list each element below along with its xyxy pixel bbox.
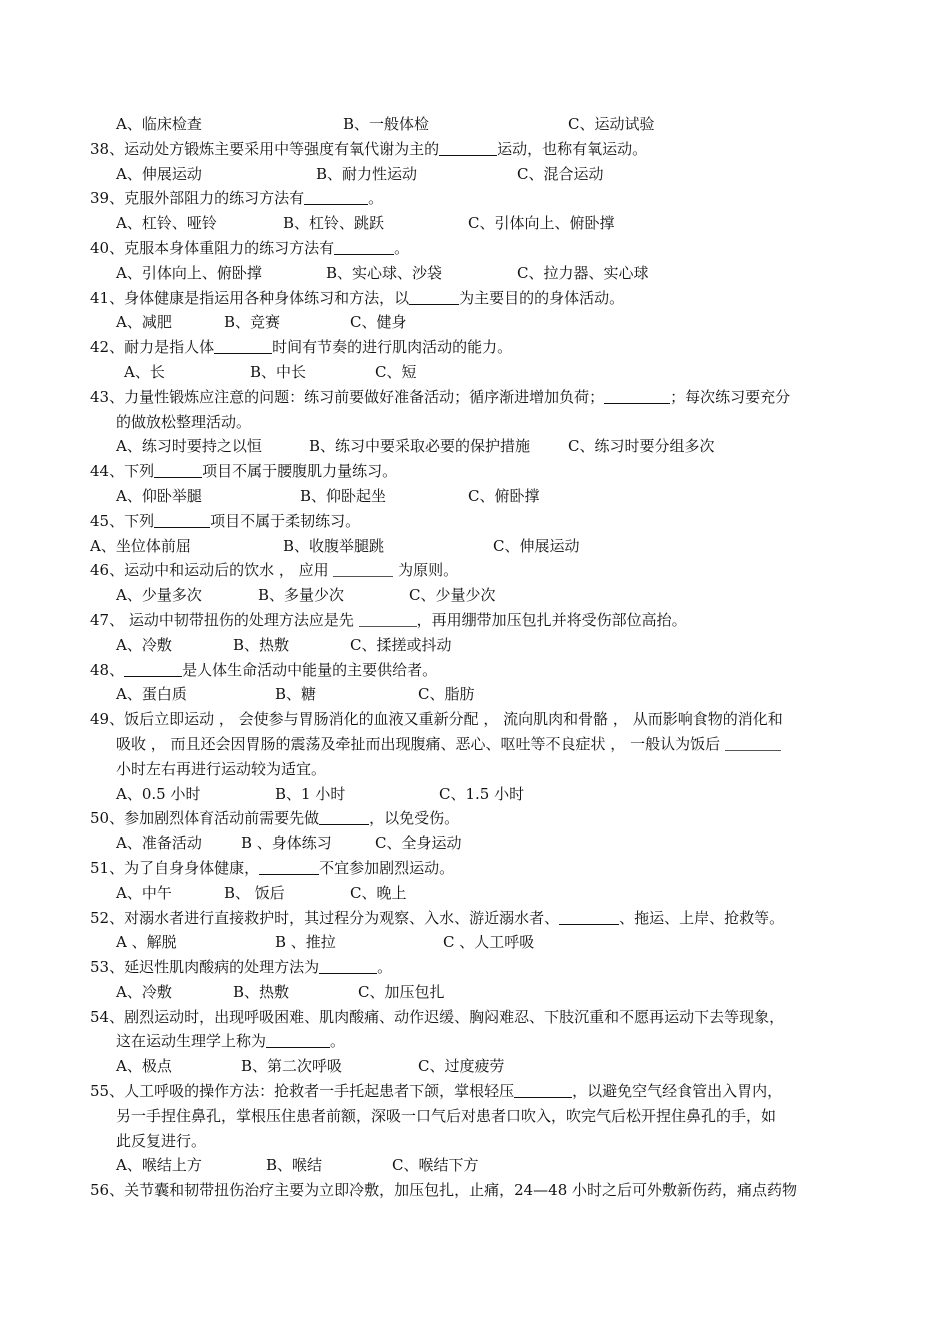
q51-option-c: C、晚上 <box>350 883 407 902</box>
q49-stem-line3: 小时左右再进行运动较为适宜。 <box>116 759 327 778</box>
q46-option-c: C、少量少次 <box>409 586 496 605</box>
q54-stem: 54、剧烈运动时，出现呼吸困难、肌肉酸痛、动作迟缓、胸闷难忍、下肢沉重和不愿再运动下去等现象， <box>90 1007 785 1026</box>
q49-options <box>0 782 950 807</box>
q50-option-a: A、准备活动 <box>116 834 202 853</box>
q44-option-b: B、仰卧起坐 <box>300 486 387 505</box>
q45-options <box>0 534 950 559</box>
q42-option-b: B、中长 <box>250 362 307 381</box>
q49-stem-line2: 吸收 ， 而且还会因胃肠的震荡及牵扯而出现腹痛、恶心、呕吐等不良症状 ， 一般认为饭后 <box>0 732 950 757</box>
q52-option-c: C 、人工呼吸 <box>443 933 535 952</box>
q39-option-a: A、杠铃、哑铃 <box>116 214 217 233</box>
q55-stem-line2: 另一手捏住鼻孔，掌根压住患者前额，深吸一口气后对患者口吹入，吹完气后松开捏住鼻孔的手，如 <box>116 1106 777 1125</box>
q48-stem: 48、 是人体生命活动中能量的主要供给者。 <box>90 660 438 679</box>
q52-blank <box>559 909 619 925</box>
q46-options <box>0 583 950 608</box>
q40-option-b: B、实心球、沙袋 <box>326 263 443 282</box>
q55-stem: 55、人工呼吸的操作方法：抢救者一手托起患者下颌，掌根轻压 ，以避免空气经食管出入胃内， <box>90 1082 783 1101</box>
q41-option-c: C、健身 <box>350 313 407 332</box>
q53-blank <box>319 958 377 974</box>
q38-option-b: B、耐力性运动 <box>316 164 418 183</box>
q55-option-a: A、喉结上方 <box>116 1156 202 1175</box>
q48-option-a: A、蛋白质 <box>116 685 187 704</box>
q49-option-b: B、1 小时 <box>275 784 346 803</box>
q53-options <box>0 980 950 1005</box>
q40-option-a: A、引体向上、俯卧撑 <box>116 263 262 282</box>
q41-option-b: B、竞赛 <box>224 313 281 332</box>
q52-option-b: B 、推拉 <box>275 933 336 952</box>
q55-blank <box>514 1082 572 1098</box>
q50-option-c: C、全身运动 <box>375 834 462 853</box>
q53-stem: 53、延迟性肌肉酸病的处理方法为 。 <box>90 958 393 977</box>
q49-option-a: A、0.5 小时 <box>116 784 201 803</box>
q39-blank <box>304 189 368 205</box>
q41-stem: 41、身体健康是指运用各种身体练习和方法，以 为主要目的的身体活动。 <box>90 288 625 307</box>
q39-stem: 39、克服外部阻力的练习方法有 。 <box>90 189 384 208</box>
q51-blank <box>259 859 319 875</box>
q51-options <box>0 881 950 906</box>
q43-option-a: A、练习时要持之以恒 <box>116 437 262 456</box>
q51-stem: 51、为了自身身体健康， 不宜参加剧烈运动。 <box>90 858 455 877</box>
q41-blank <box>409 289 459 305</box>
q51-option-a: A、中午 <box>116 883 172 902</box>
exam-page <box>0 112 950 1203</box>
q45-blank <box>154 512 210 528</box>
q47-options <box>0 633 950 658</box>
q49-stem: 49、饭后立即运动 ， 会使参与胃肠消化的血液又重新分配 ， 流向肌肉和骨骼 ， 从而影响食物的消化和 <box>90 710 783 729</box>
q54-blank <box>266 1032 330 1048</box>
q50-stem: 50、参加剧烈体育活动前需要先做 ，以免受伤。 <box>90 809 460 828</box>
q45-option-a: A、坐位体前屈 <box>90 536 191 555</box>
q45-stem: 45、下列 项目不属于柔韧练习。 <box>90 511 361 530</box>
q48-option-c: C、脂肪 <box>418 685 475 704</box>
q44-blank <box>154 462 202 478</box>
q47-blank <box>359 611 417 627</box>
q38-blank <box>439 140 497 156</box>
q48-options <box>0 682 950 707</box>
q44-options <box>0 484 950 509</box>
q37-option-c: C、运动试验 <box>568 115 655 133</box>
q48-option-b: B、糖 <box>275 685 317 704</box>
q50-options <box>0 831 950 856</box>
q40-stem: 40、克服本身体重阻力的练习方法有 。 <box>90 238 410 257</box>
q53-option-c: C、加压包扎 <box>358 982 445 1001</box>
q42-blank <box>214 338 272 354</box>
q45-option-b: B、收腹举腿跳 <box>283 536 385 555</box>
q44-stem: 44、下列 项目不属于腰腹肌力量练习。 <box>90 462 398 481</box>
q54-options <box>0 1054 950 1079</box>
q46-stem: 46、运动中和运动后的饮水 ， 应用 为原则。 <box>90 561 459 580</box>
q55-option-c: C、喉结下方 <box>392 1156 479 1175</box>
q52-options <box>0 930 950 955</box>
q39-options <box>0 211 950 236</box>
q43-option-c: C、练习时要分组多次 <box>568 437 715 456</box>
q40-blank <box>334 239 394 255</box>
q46-option-a: A、少量多次 <box>116 586 202 605</box>
q46-blank <box>333 561 393 577</box>
q53-option-a: A、冷敷 <box>116 982 172 1001</box>
q52-stem: 52、对溺水者进行直接救护时，其过程分为观察、入水、游近溺水者、 、拖运、上岸、抢救等。 <box>90 908 785 927</box>
q49-option-c: C、1.5 小时 <box>439 784 525 803</box>
q49-blank <box>725 735 781 751</box>
q37-option-b: B、一般体检 <box>343 115 430 133</box>
q54-option-c: C、过度疲劳 <box>418 1057 505 1076</box>
q44-option-c: C、俯卧撑 <box>468 486 540 505</box>
q38-option-a: A、伸展运动 <box>116 164 202 183</box>
q38-option-c: C、混合运动 <box>517 164 604 183</box>
q53-option-b: B、热敷 <box>233 982 290 1001</box>
q40-options <box>0 261 950 286</box>
q38-options <box>0 162 950 187</box>
q39-option-b: B、杠铃、跳跃 <box>283 214 385 233</box>
q41-option-a: A、减肥 <box>116 313 172 332</box>
q42-option-c: C、短 <box>375 362 417 381</box>
q47-option-a: A、冷敷 <box>116 635 172 654</box>
q50-blank <box>319 809 369 825</box>
q41-options <box>0 310 950 335</box>
q43-stem: 43、力量性锻炼应注意的问题：练习前要做好准备活动；循序渐进增加负荷； ；每次练习要充分 <box>90 387 791 406</box>
q39-option-c: C、引体向上、俯卧撑 <box>468 214 615 233</box>
q52-option-a: A 、解脱 <box>116 933 177 952</box>
q43-blank <box>604 388 670 404</box>
q45-option-c: C、伸展运动 <box>493 536 580 555</box>
q55-stem-line3: 此反复进行。 <box>116 1131 207 1150</box>
q54-option-a: A、极点 <box>116 1057 172 1076</box>
q47-option-b: B、热敷 <box>233 635 290 654</box>
q44-option-a: A、仰卧举腿 <box>116 486 202 505</box>
q42-options <box>0 360 950 385</box>
q38-stem: 38、运动处方锻炼主要采用中等强度有氧代谢为主的 运动，也称有氧运动。 <box>90 139 648 158</box>
q43-stem-cont: 的做放松整理活动。 <box>116 412 252 431</box>
q55-options <box>0 1153 950 1178</box>
q42-stem: 42、耐力是指人体 时间有节奏的进行肌肉活动的能力。 <box>90 338 513 357</box>
q37-option-a: A、临床检查 <box>116 115 202 133</box>
q56-stem: 56、关节囊和韧带扭伤治疗主要为立即冷敷，加压包扎，止痛，24—48 小时之后可外敷新伤药，痛点药物 <box>90 1181 798 1200</box>
q46-option-b: B、多量少次 <box>258 586 345 605</box>
q43-option-b: B、练习中要采取必要的保护措施 <box>309 437 531 456</box>
q42-option-a: A、长 <box>124 362 165 381</box>
q55-option-b: B、喉结 <box>266 1156 323 1175</box>
q47-stem: 47、 运动中韧带扭伤的处理方法应是先 ，再用绷带加压包扎并将受伤部位高抬。 <box>90 610 687 629</box>
q48-blank <box>124 661 182 677</box>
q37-options <box>0 112 950 137</box>
q43-options <box>0 434 950 459</box>
q40-option-c: C、拉力器、实心球 <box>517 263 649 282</box>
q47-option-c: C、揉搓或抖动 <box>350 635 452 654</box>
q54-stem-line2: 这在运动生理学上称为 。 <box>116 1032 346 1051</box>
q51-option-b: B、 饭后 <box>224 883 285 902</box>
q50-option-b: B 、身体练习 <box>241 834 332 853</box>
q54-option-b: B、第二次呼吸 <box>241 1057 343 1076</box>
